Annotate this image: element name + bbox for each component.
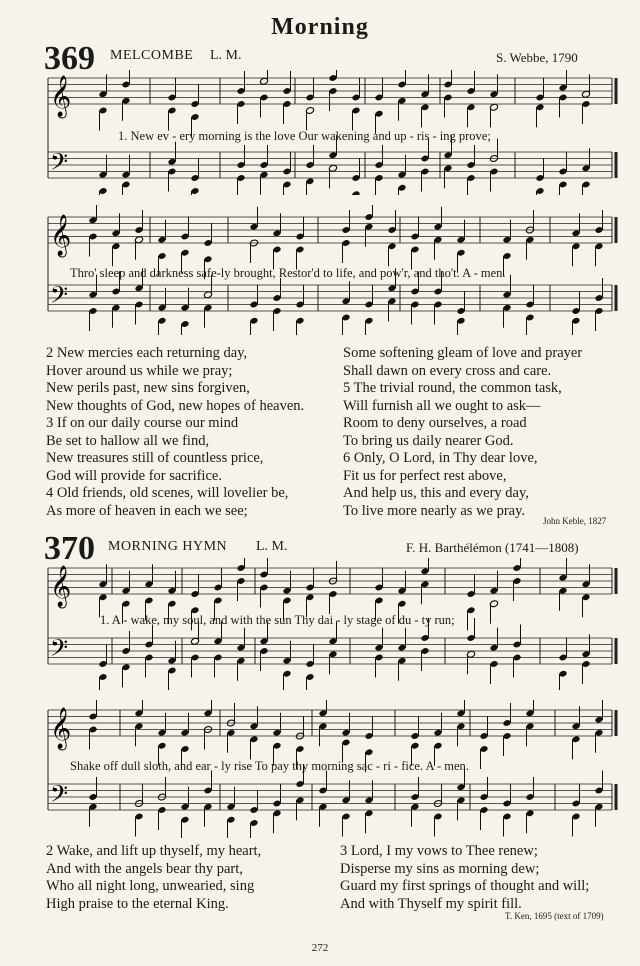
composer-369: S. Webbe, 1790 xyxy=(496,50,578,65)
verse-line: As more of heaven in each we see; xyxy=(46,502,248,519)
verses-369-left xyxy=(46,345,304,520)
verse-line: Shall dawn on every cross and care. xyxy=(343,362,552,379)
section-title: Morning xyxy=(271,14,369,40)
lyric-370-line-1: 1. A - wake, my soul, and with the sun Thy dai - ly stage of du - ty run; xyxy=(100,613,455,627)
treble-clef-icon: 𝄞 xyxy=(50,708,72,749)
bass-clef-icon: 𝄢 xyxy=(50,281,69,314)
verse-line: Be set to hallow all we find, xyxy=(46,432,210,449)
treble-clef-icon: 𝄞 xyxy=(50,566,72,607)
verse-line: 2 Wake, and lift up thyself, my heart, xyxy=(46,843,262,859)
treble-clef-icon: 𝄞 xyxy=(50,215,72,256)
hymn-number-369: 369 xyxy=(44,40,95,77)
verse-line: Some softening gleam of love and prayer xyxy=(343,345,583,361)
verses-370-left xyxy=(46,843,261,913)
verse-line: 5 The trivial round, the common task, xyxy=(343,380,562,396)
verse-line: New thoughts of God, new hopes of heaven. xyxy=(46,397,305,414)
verses-369-right xyxy=(343,345,582,520)
verse-line: 3 If on our daily course our mind xyxy=(46,415,239,431)
author-369: John Keble, 1827 xyxy=(543,516,607,526)
verse-line: 2 New mercies each returning day, xyxy=(46,345,248,361)
bass-clef-icon: 𝄢 xyxy=(50,148,69,181)
tune-name-369: MELCOMBE xyxy=(110,48,194,63)
meter-370: L. M. xyxy=(256,539,288,554)
verse-line: New perils past, new sins forgiven, xyxy=(46,380,250,396)
verse-line: Room to deny ourselves, a road xyxy=(343,415,527,431)
verse-line: 4 Old friends, old scenes, will lovelier be, xyxy=(46,485,289,501)
verse-line: 3 Lord, I my vows to Thee renew; xyxy=(340,843,538,859)
verse-line: High praise to the eternal King. xyxy=(46,895,229,912)
verse-line: Disperse my sins as morning dew; xyxy=(340,860,540,877)
author-370: T. Ken, 1695 (text of 1709) xyxy=(505,911,604,921)
verse-line: Fit us for perfect rest above, xyxy=(343,467,507,484)
treble-clef-icon: 𝄞 xyxy=(50,76,72,117)
verse-line: Who all night long, unwearied, sing xyxy=(46,878,255,894)
lyric-370-line-2: Shake off dull sloth, and ear - ly rise To pay thy morning sac - ri - fice. A - men. xyxy=(70,759,469,773)
verse-line: God will provide for sacrifice. xyxy=(46,467,222,484)
composer-370: F. H. Barthélémon (1741—1808) xyxy=(406,540,579,555)
verse-line: Hover around us while we pray; xyxy=(46,362,233,379)
verse-line: To bring us daily nearer God. xyxy=(343,432,514,449)
page-number: 272 xyxy=(311,942,329,954)
hymn-number-370: 370 xyxy=(44,530,95,567)
tune-name-370: MORNING HYMN xyxy=(108,539,228,554)
verse-line: And with the angels bear thy part, xyxy=(46,860,243,877)
verse-line: Guard my first springs of thought and will; xyxy=(340,878,590,894)
verses-370-right xyxy=(340,843,589,913)
lyric-369-line-2: Thro' sleep and darkness safe-ly brought, Restor'd to life, and pow'r, and tho't. A - men. xyxy=(70,266,506,280)
meter-369: L. M. xyxy=(210,48,242,63)
bass-clef-icon: 𝄢 xyxy=(50,780,69,813)
verse-line: Will furnish all we ought to ask— xyxy=(343,397,541,414)
verse-line: New treasures still of countless price, xyxy=(46,450,264,466)
verse-line: And with Thyself my spirit fill. xyxy=(340,895,522,912)
bass-clef-icon: 𝄢 xyxy=(50,634,69,667)
verse-line: And help us, this and every day, xyxy=(343,485,529,501)
verse-line: To live more nearly as we pray. xyxy=(343,502,526,519)
verse-line: 6 Only, O Lord, in Thy dear love, xyxy=(343,450,538,466)
lyric-369-line-1: 1. New ev - ery morning is the love Our wakening and up - ris - ing prove; xyxy=(118,129,491,143)
